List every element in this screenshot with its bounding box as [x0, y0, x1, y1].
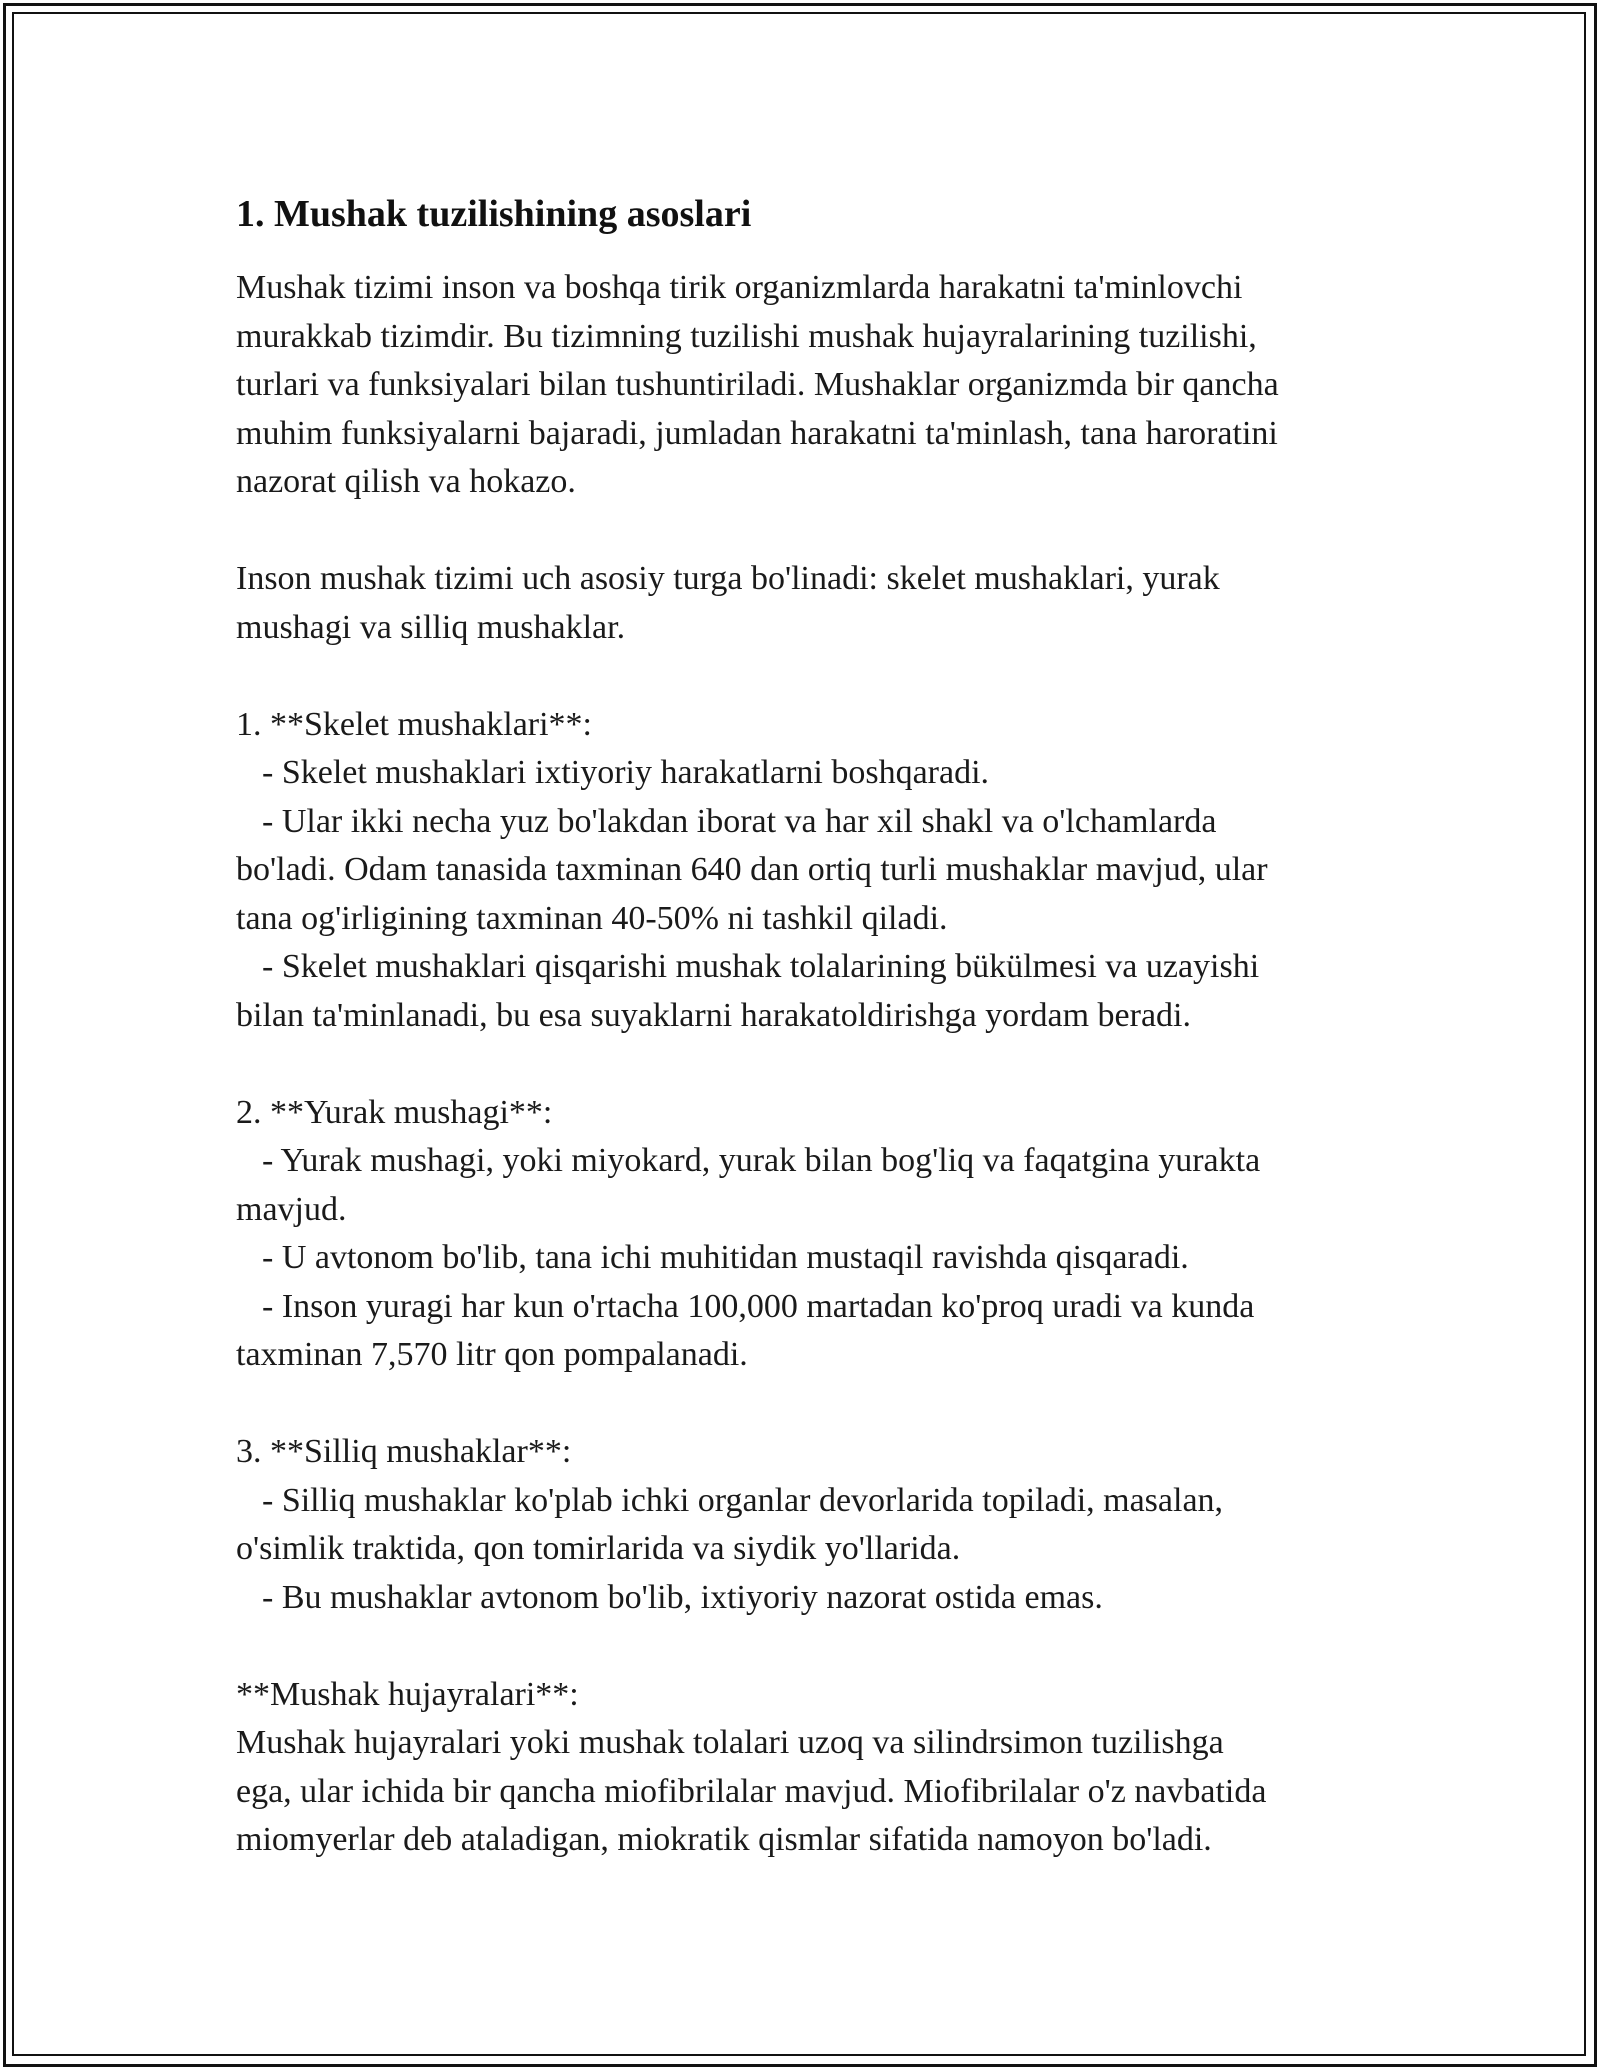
page-title: 1. Mushak tuzilishining asoslari [236, 193, 752, 235]
intro-paragraph [236, 264, 1366, 507]
text-line: o'simlik traktida, qon tomirlarida va siydik yo'llarida. [236, 1530, 961, 1567]
text-line: bo'ladi. Odam tanasida taxminan 640 dan ortiq turli mushaklar mavjud, ular [236, 851, 1268, 888]
section-heading: 1. **Skelet mushaklari**: [236, 705, 593, 743]
paragraph-gap [236, 652, 1366, 701]
text-line: - Inson yuragi har kun o'rtacha 100,000 martadan ko'proq uradi va kunda [262, 1287, 1255, 1325]
text-line: nazorat qilish va hokazo. [236, 463, 576, 500]
text-line: - Bu mushaklar avtonom bo'lib, ixtiyoriy nazorat ostida emas. [262, 1578, 1103, 1616]
types-paragraph [236, 555, 1366, 652]
text-line: - U avtonom bo'lib, tana ichi muhitidan mustaqil ravishda qisqaradi. [262, 1239, 1189, 1276]
text-line: - Yurak mushagi, yoki miyokard, yurak bilan bog'liq va faqatgina yurakta [262, 1142, 1261, 1179]
section-smooth-muscles [236, 1428, 1366, 1622]
text-line: turlari va funksiyalari bilan tushuntiriladi. Mushaklar organizmda bir qancha [236, 366, 1279, 403]
text-line: ega, ular ichida bir qancha miofibrilalar mavjud. Miofibrilalar o'z navbatida [236, 1772, 1267, 1810]
section-heart-muscle [236, 1089, 1366, 1380]
paragraph-gap [236, 1040, 1366, 1089]
section-heading: **Mushak hujayralari**: [236, 1675, 579, 1713]
paragraph-gap [236, 1622, 1366, 1671]
text-line: Mushak hujayralari yoki mushak tolalari uzoq va silindrsimon tuzilishga [236, 1724, 1224, 1761]
text-line: miomyerlar deb ataladigan, miokratik qismlar sifatida namoyon bo'ladi. [236, 1821, 1212, 1858]
section-skeletal-muscles [236, 701, 1366, 1041]
section-heading: 2. **Yurak mushagi**: [236, 1093, 553, 1131]
text-line: Inson mushak tizimi uch asosiy turga bo'linadi: skelet mushaklari, yurak [236, 560, 1220, 597]
text-line: - Ular ikki necha yuz bo'lakdan iborat va har xil shakl va o'lchamlarda [262, 802, 1217, 840]
text-line: bilan ta'minlanadi, bu esa suyaklarni harakatoldirishga yordam beradi. [236, 996, 1191, 1034]
section-heading: 3. **Silliq mushaklar**: [236, 1433, 572, 1470]
text-line: muhim funksiyalarni bajaradi, jumladan harakatni ta'minlash, tana haroratini [236, 414, 1278, 452]
text-line: taxminan 7,570 litr qon pompalanadi. [236, 1336, 748, 1373]
paragraph-gap [236, 507, 1366, 556]
text-line: murakkab tizimdir. Bu tizimning tuzilishi mushak hujayralarining tuzilishi, [236, 317, 1257, 355]
document-body [236, 186, 1366, 1865]
text-line: - Skelet mushaklari ixtiyoriy harakatlarni boshqaradi. [262, 754, 990, 791]
text-line: - Skelet mushaklari qisqarishi mushak tolalarining bükülmesi va uzayishi [262, 948, 1260, 985]
text-line: tana og'irligining taxminan 40-50% ni tashkil qiladi. [236, 899, 948, 937]
paragraph-gap [236, 1380, 1366, 1429]
text-line: - Silliq mushaklar ko'plab ichki organlar devorlarida topiladi, masalan, [262, 1481, 1224, 1519]
section-muscle-cells [236, 1671, 1366, 1865]
text-line: mushagi va silliq mushaklar. [236, 608, 626, 646]
text-line: Mushak tizimi inson va boshqa tirik organizmlarda harakatni ta'minlovchi [236, 269, 1243, 306]
text-line: mavjud. [236, 1190, 347, 1228]
